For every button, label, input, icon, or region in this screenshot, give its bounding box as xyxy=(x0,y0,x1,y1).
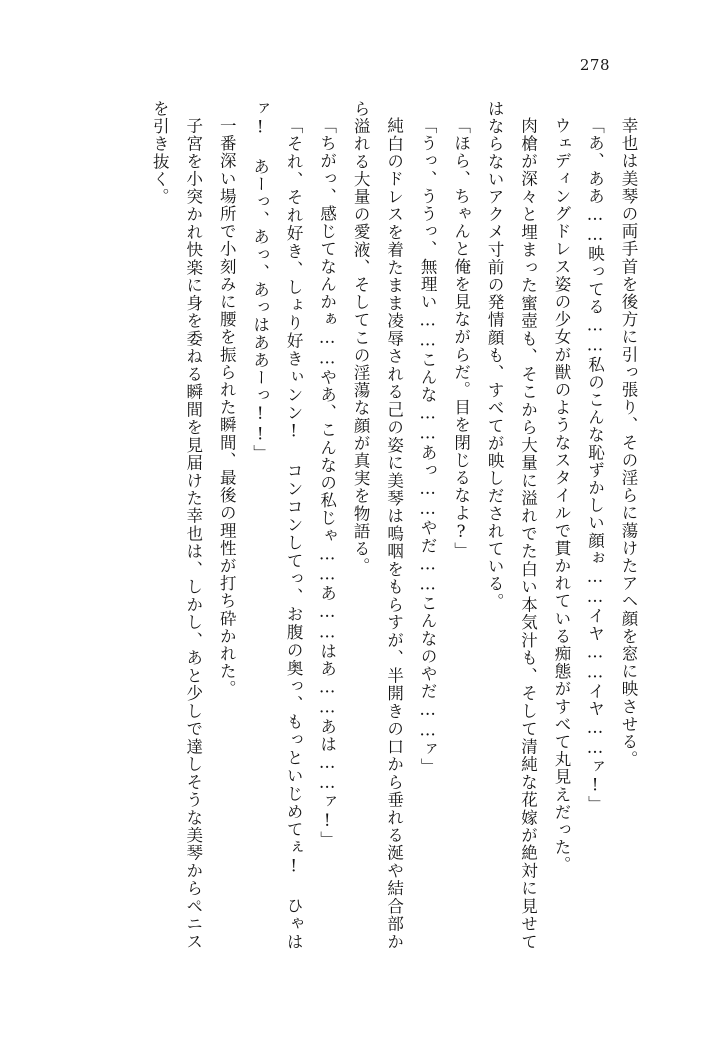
paragraph: 純白のドレスを着たまま凌辱される己の姿に美琴は嗚咽をもらすが、半開きの口から垂れる涎や結合部から溢れる大量の愛液、そしてこの淫蕩な顔が真実を物語る。 xyxy=(351,100,404,950)
body-text-block xyxy=(75,100,645,950)
page-number: 278 xyxy=(579,56,610,74)
paragraph: 「ほら、ちゃんと俺を見ながらだ。目を閉じるなよ?」 xyxy=(451,116,471,559)
paragraph: 「それ、それ好き、しょり好きぃンン! コンコンしてっ、お腹の奥っ、もっといじめてぇ! ひゃはァ! あーっ、あっ、あっはああーっ!!」 xyxy=(250,100,304,950)
paragraph: 「あ、ああ……映ってる……私のこんな恥ずかしい顔ぉ……イヤ……イヤ……ァ!」 xyxy=(585,116,605,813)
paragraph: 肉槍が深々と埋まった蜜壺も、そこから大量に溢れでた白い本気汁も、そして清純な花嫁が絶対に見せてはならないアクメ寸前の発情顔も、すべてが映しだされている。 xyxy=(485,100,538,950)
paragraph: 一番深い場所で小刻みに腰を振られた瞬間、最後の理性が打ち砕かれた。 xyxy=(217,116,237,698)
paragraph: 「うっ、ううっ、無理い……こんな……あっ……やだ……こんなのやだ……ァ」 xyxy=(418,116,438,776)
paragraph: 幸也は美琴の両手首を後方に引っ張り、その淫らに蕩けたアヘ顔を窓に映させる。 xyxy=(619,116,638,768)
paragraph: 子宮を小突かれ快楽に身を委ねる瞬間を見届けた幸也は、しかし、あと少しで達しそうな美琴からペニスを引き抜く。 xyxy=(150,100,203,950)
paragraph: ウェディングドレス姿の少女が獣のようなスタイルで貫かれている痴態がすべて丸見えだった。 xyxy=(552,116,572,874)
paragraph: 「ちがっ、感じてなんかぁ……やあ、こんなの私じゃ……あ……はあ……あは……ァ!」 xyxy=(317,116,337,848)
